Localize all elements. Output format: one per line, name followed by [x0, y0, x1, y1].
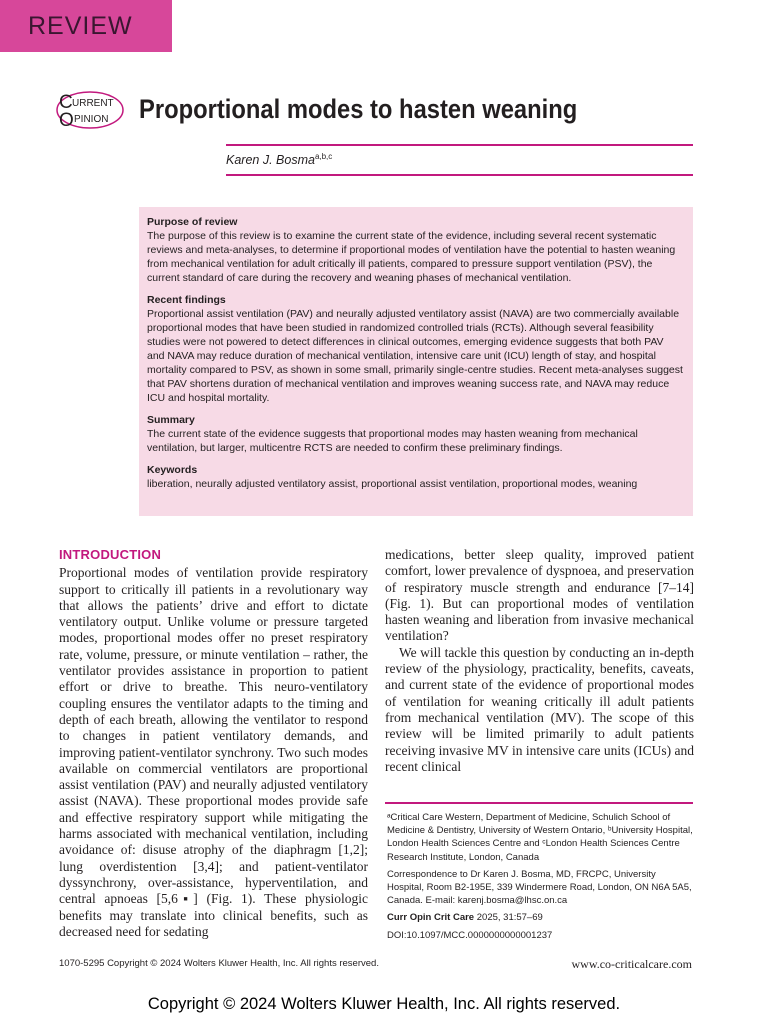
correspondence-text: Correspondence to Dr Karen J. Bosma, MD, FRCPC, University Hospital, Room B2-195E, 339 Windermere Road, London, ON N6A 5A5, Canada. E-mail: karenj.bosma@lhsc.on.ca: [387, 868, 692, 907]
body-column-right: [385, 547, 694, 775]
page-copyright-notice: Copyright © 2024 Wolters Kluwer Health, Inc. All rights reserved.: [147, 995, 621, 1013]
affiliations-block: [387, 811, 693, 946]
introduction-heading: INTRODUCTION: [59, 547, 162, 562]
section-tab: [0, 0, 172, 52]
keywords-text: liberation, neurally adjusted ventilatory assist, proportional assist ventilation, proportional modes, weaning: [147, 478, 638, 490]
intro-paragraph-1: Proportional modes of ventilation provide respiratory support to critically ill patients in a revolutionary way that allows the patients’ drive and effort to dictate ventilatory output. Unlike volume or pressure targeted modes, proportional modes offer no preset respiratory rate, volume, pressure, or minute ventilation – rather, the ventilator provides assistance in proportion to patient effort or drive to breathe. This neuro-ventilatory coupling ensures the ventilator adapts to the timing and depth of each breath, allowing the ventilator to respond to changes in patient ventilatory demands, and improving patient-ventilator synchrony. Two such modes available on commercial ventilators are proportional assist ventilation (PAV) and neurally adjusted ventilatory assist (NAVA). These proportional modes provide safe and effective respiratory support while mitigating the harms associated with mechanical ventilation, including avoidance of: disuse atrophy of the diaphragm [1,2]; lung overdistention [3,4]; and patient-ventilator dyssynchrony, over-assistance, hyperventilation, and central apnoeas [5,6▪] (Fig. 1). These physiologic benefits may translate into clinical benefits, such as decreased need for sedating: [59, 565, 368, 939]
intro-paragraph-2: We will tackle this question by conducting an in-depth review of the physiology, practicality, benefits, caveats, and current state of the evidence of proportional modes of ventilation for weaning critically ill adult patients from mechanical ventilation (MV). The scope of this review will be limited primarily to adult patients receiving invasive MV in intensive care units (ICUs) and recent clinical: [385, 644, 694, 774]
affiliations-text: ᵃCritical Care Western, Department of Medicine, Schulich School of Medicine & Dentistry, University of Western Ontario, ᵇUniversity Hospital, London Health Sciences Centre and ᶜLondon Health Sciences Centre Research Institute, London, Canada: [387, 812, 693, 863]
journal-website-link[interactable]: www.co-criticalcare.com: [571, 957, 692, 971]
section-tab-label: REVIEW: [28, 11, 133, 40]
journal-name: Curr Opin Crit Care: [387, 912, 475, 924]
current-opinion-logo: [55, 90, 125, 130]
keywords-heading: Keywords: [147, 464, 198, 476]
affiliations-rule: [385, 802, 693, 804]
author-affiliation-marks: a,b,c: [314, 152, 333, 161]
author-line: [226, 152, 332, 167]
intro-paragraph-1-continued: medications, better sleep quality, improved patient comfort, lower prevalence of dyspnoea, and preservation of respiratory muscle strength and endurance [7–14] (Fig. 1). But can proportional modes of ventilation hasten weaning and liberation from invasive mechanical ventilation?: [385, 547, 694, 644]
article-title: Proportional modes to hasten weaning: [139, 94, 578, 124]
title-rule-bottom: [226, 174, 693, 176]
doi-link[interactable]: DOI:10.1097/MCC.0000000000001237: [387, 929, 553, 941]
purpose-text: The purpose of this review is to examine the current state of the evidence, including several recent systematic reviews and meta-analyses, to determine if proportional modes of ventilation have the potential to hasten weaning from mechanical ventilation for adult critically ill patients, compared to pressure support ventilation (PSV), the current standard of care during the recovery and weaning phases of mechanical ventilation.: [147, 230, 676, 284]
body-column-left: [59, 547, 368, 940]
abstract-box: [139, 207, 693, 516]
title-rule-top: [226, 144, 693, 146]
summary-text: The current state of the evidence suggests that proportional modes may hasten weaning from mechanical ventilation, but larger, multicentre RCTS are needed to confirm these preliminary findings.: [147, 428, 638, 454]
footer-issn-copyright: 1070-5295 Copyright © 2024 Wolters Kluwer Health, Inc. All rights reserved.: [59, 958, 379, 969]
findings-text: Proportional assist ventilation (PAV) and neurally adjusted ventilatory assist (NAVA) are two commercially available proportional modes that have been studied in randomized controlled trials (RCTs). Although several feasibility studies were not powered to detect differences in clinical outcomes, emerging evidence suggests that both PAV and NAVA may reduce duration of mechanical ventilation, intensive care unit (ICU) length of stay, and hospital mortality compared to PSV, as shown in some small, primarily single-centre studies. Recent meta-analyses suggest that PAV shortens duration of mechanical ventilation and improves weaning success rate, and NAVA may reduce ICU and hospital mortality.: [147, 308, 683, 404]
author-name: Karen J. Bosma: [226, 153, 315, 168]
citation-line: [387, 911, 693, 924]
purpose-heading: Purpose of review: [147, 216, 238, 228]
logo-line-1: URRENT: [72, 98, 114, 109]
logo-letter-c: C: [59, 92, 73, 113]
findings-heading: Recent findings: [147, 294, 226, 306]
logo-letter-o: O: [59, 110, 74, 130]
logo-line-2: PINION: [74, 114, 109, 125]
citation-details: 2025, 31:57–69: [474, 912, 543, 924]
summary-heading: Summary: [147, 414, 195, 426]
